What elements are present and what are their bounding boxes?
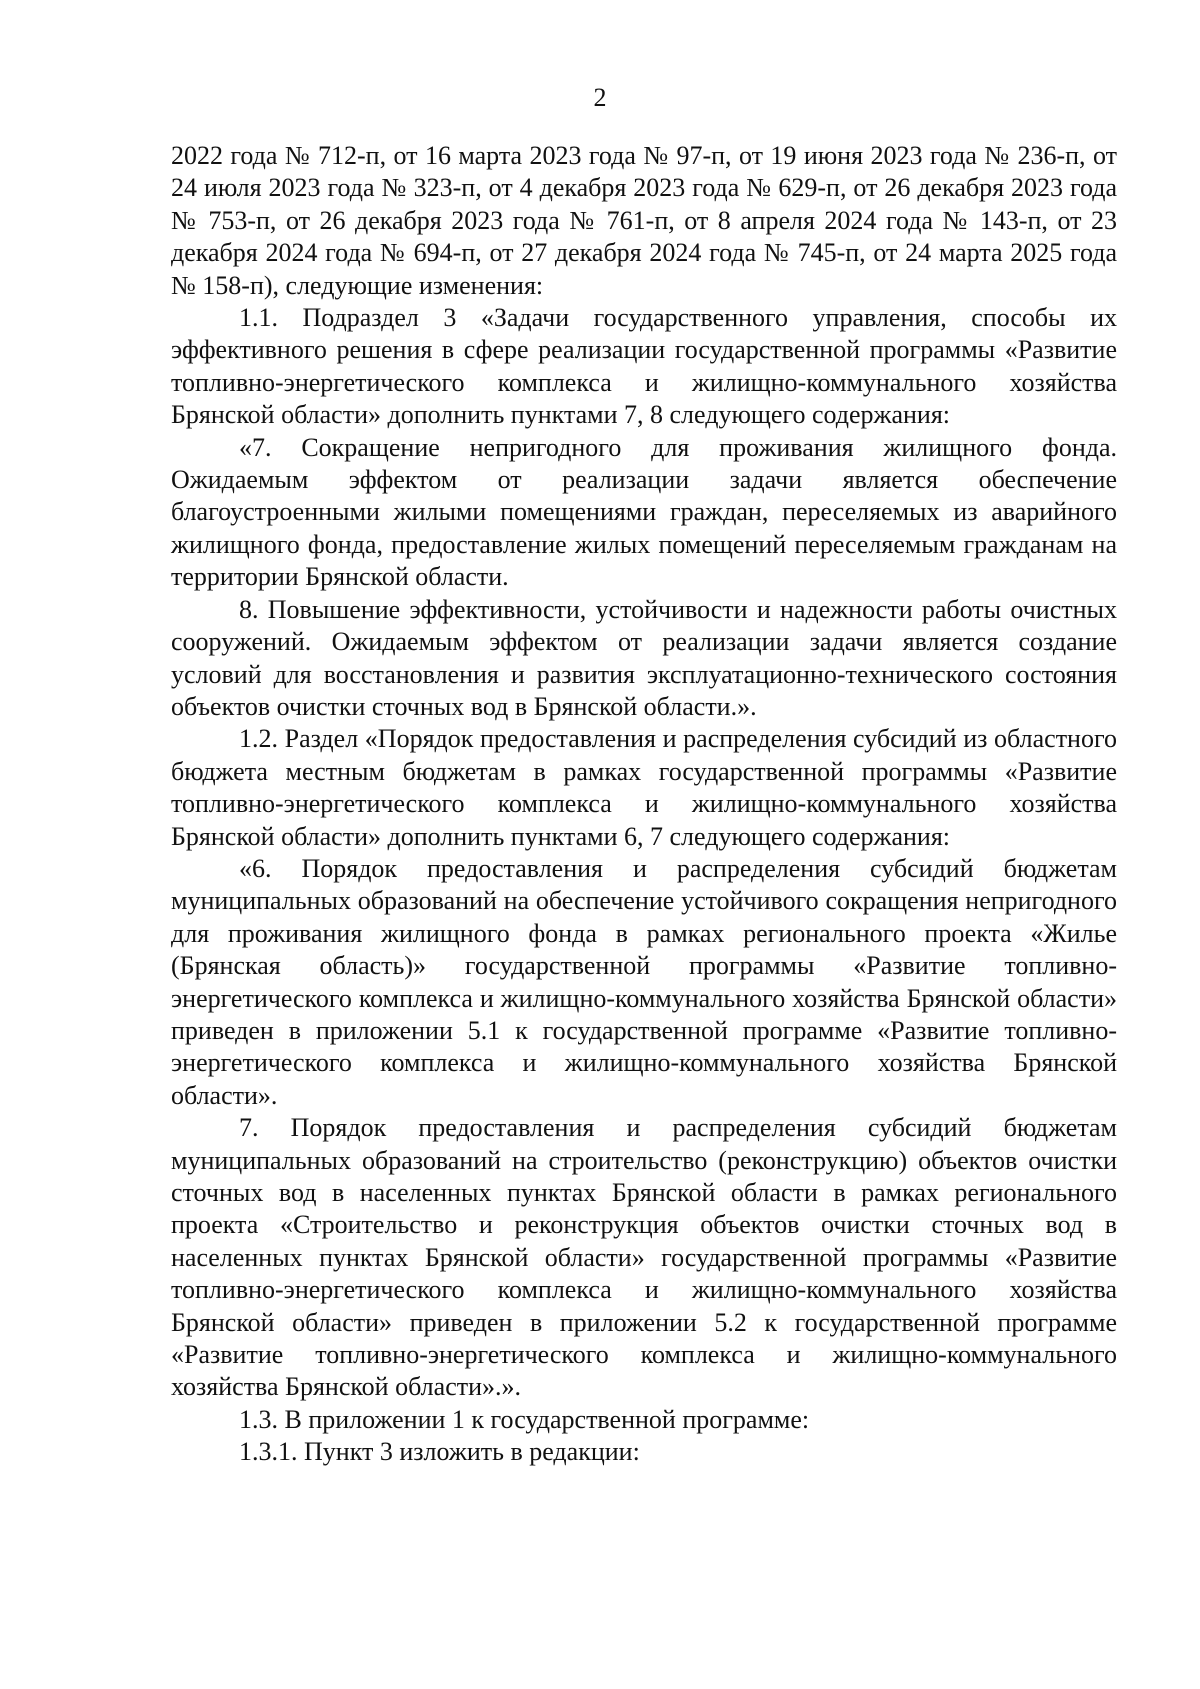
document-body bbox=[171, 140, 1117, 1469]
page-number: 2 bbox=[593, 83, 607, 112]
paragraph-item-6-subsidies: «6. Порядок предоставления и распределения субсидий бюджетам муниципальных образований на обеспечение устойчивого сокращения непригодного для проживания жилищного фонда в рамках регионального проекта «Жилье (Брянская область)» государственной программы «Развитие топливно-энергетического комплекса и жилищно-коммунального хозяйства Брянской области» приведен в приложении 5.1 к государственной программе «Развитие топливно-энергетического комплекса и жилищно-коммунального хозяйства Брянской области». bbox=[171, 853, 1117, 1110]
paragraph-1-1: 1.1. Подраздел 3 «Задачи государственного управления, способы их эффективного решения в сфере реализации государственной программы «Развитие топливно-энергетического комплекса и жилищно-коммунального хозяйства Брянской области» дополнить пунктами 7, 8 следующего содержания: bbox=[171, 303, 1117, 430]
paragraph-item-7-housing: «7. Сокращение непригодного для проживания жилищного фонда. Ожидаемым эффектом от реализации задачи является обеспечение благоустроенными жилыми помещениями граждан, переселяемых из аварийного жилищного фонда, предоставление жилых помещений переселяемым гражданам на территории Брянской области. bbox=[171, 432, 1117, 592]
paragraph-1-3: 1.3. В приложении 1 к государственной программе: bbox=[239, 1404, 810, 1434]
paragraph-1-3-1: 1.3.1. Пункт 3 изложить в редакции: bbox=[239, 1437, 640, 1467]
paragraph-item-7-subsidies: 7. Порядок предоставления и распределения субсидий бюджетам муниципальных образований на строительство (реконструкцию) объектов очистки сточных вод в населенных пунктах Брянской области в рамках регионального проекта «Строительство и реконструкция объектов очистки сточных вод в населенных пунктах Брянской области» государственной программы «Развитие топливно-энергетического комплекса и жилищно-коммунального хозяйства Брянской области» приведен в приложении 5.2 к государственной программе «Развитие топливно-энергетического комплекса и жилищно-коммунального хозяйства Брянской области».». bbox=[171, 1113, 1117, 1402]
paragraph-item-8-treatment: 8. Повышение эффективности, устойчивости и надежности работы очистных сооружений. Ожидаемым эффектом от реализации задачи является создание условий для восстановления и развития эксплуатационно-технического состояния объектов очистки сточных вод в Брянской области.». bbox=[171, 594, 1117, 721]
paragraph-continuation: 2022 года № 712-п, от 16 марта 2023 года № 97-п, от 19 июня 2023 года № 236-п, от 24 июля 2023 года № 323-п, от 4 декабря 2023 года № 629-п, от 26 декабря 2023 года № 753-п, от 26 декабря 2023 года № 761-п, от 8 апреля 2024 года № 143-п, от 23 декабря 2024 года № 694-п, от 27 декабря 2024 года № 745-п, от 24 марта 2025 года № 158-п), следующие изменения: bbox=[171, 141, 1117, 300]
paragraph-1-2: 1.2. Раздел «Порядок предоставления и распределения субсидий из областного бюджета местным бюджетам в рамках государственной программы «Развитие топливно-энергетического комплекса и жилищно-коммунального хозяйства Брянской области» дополнить пунктами 6, 7 следующего содержания: bbox=[171, 724, 1117, 851]
